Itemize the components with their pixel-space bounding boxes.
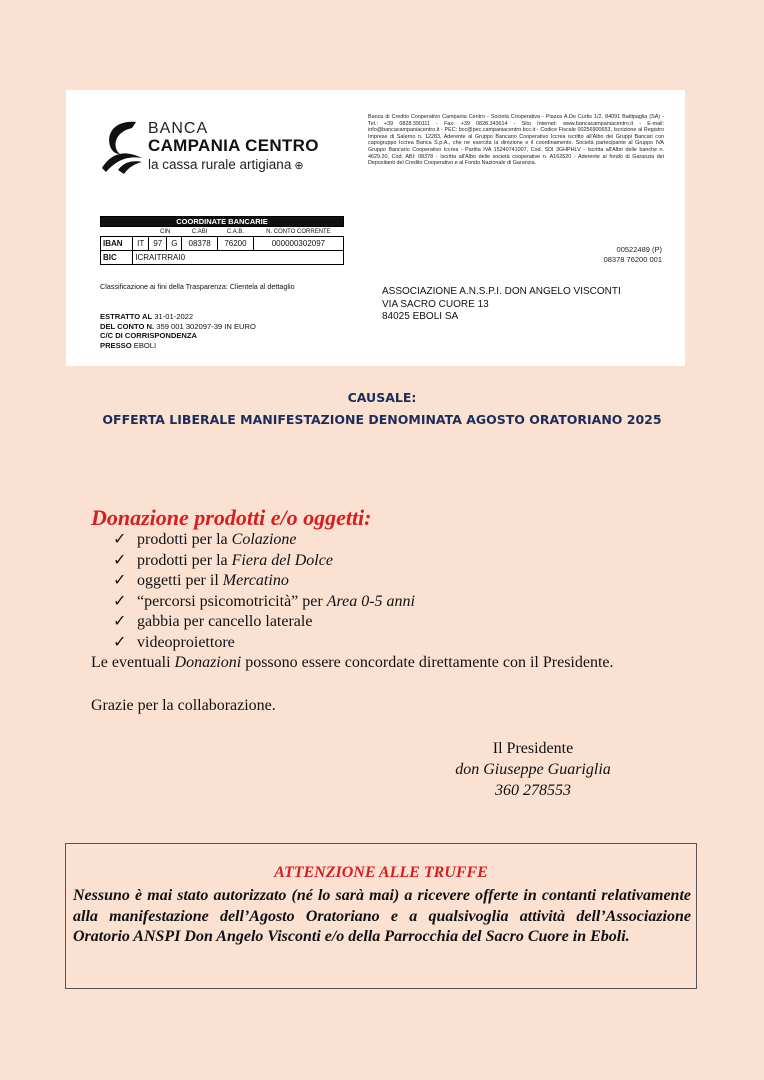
thanks-text: Grazie per la collaborazione. — [91, 697, 276, 714]
checkmark-icon: ✓ — [113, 531, 127, 548]
checkmark-icon: ✓ — [113, 613, 127, 630]
iban-abi: 08378 — [182, 237, 218, 251]
bank-logo — [100, 116, 360, 178]
col-header-abi: C.ABI — [191, 228, 208, 235]
list-item: ✓ “percorsi psicomotricità” per Area 0-5 anni — [113, 592, 415, 613]
causale-text: OFFERTA LIBERALE MANIFESTAZIONE DENOMINATA AGOSTO ORATORIANO 2025 — [102, 412, 662, 427]
recipient-line: ASSOCIAZIONE A.N.S.P.I. DON ANGELO VISCONTI — [382, 286, 621, 297]
signature-role: Il Presidente — [492, 740, 574, 757]
warning-text: Nessuno è mai stato autorizzato (né lo sarà mai) a ricevere offerte in contanti relativamente alla manifestazione dell’Agosto Oratoriano e a qualsivoglia attività dell’Associazione Oratorio ANSPI Don Angelo Visconti e/o della Parrocchia del Sacro Cuore in Eboli. — [73, 887, 691, 945]
bank-legal-info: Banca di Credito Cooperativo Campania Centro - Società Cooperativa - Piazza A.De Curtis 1/2, 84091 Battipaglia (SA) - Tel.: +39 0828.390111 - Fax: +39 0828.343614 - Sito Internet: www.bancacampaniacentro.it - E-mail: info@bancacampaniacentro.it - PEC: bcc@pec.campaniacentro.bcc.it - Codice Fiscale 00256900653, Iscrizione al Registro Imprese di Salerno n. 12283, Aderente al Gruppo Bancario Cooperativo Iccrea iscritto all'Albo dei Gruppi Bancari con capogruppo Iccrea Banca S.p.A., che ne esercita la direzione e il coordinamento. Società partecipante al Gruppo IVA Gruppo Bancario Cooperativo Iccrea - Partita IVA 15240741007, Cod. SDI 3GHPHLV - Iscritta all'Albo delle banche n. 4629.20, Cod. ABI: 08378 - Iscritta all'Albo delle società cooperative n. A162620 - Aderente al fondo di Garanzia dei Depositanti del Credito Cooperativo e al Fondo Nazionale di Garanzia. — [368, 114, 664, 167]
donation-list — [113, 530, 415, 653]
warning-title: ATTENZIONE ALLE TRUFFE — [274, 864, 488, 881]
recipient-line: VIA SACRO CUORE 13 — [382, 298, 489, 310]
account-codes — [566, 245, 662, 265]
statement-details: ESTRATTO AL 31-01-2022 DEL CONTO N. 359 001 302097-39 IN EURO C/C DI CORRISPONDENZA PRESSO EBOLI — [100, 312, 256, 350]
logo-cross-icon: ⊕ — [294, 160, 304, 172]
signature-phone: 360 278553 — [495, 782, 571, 799]
list-item: ✓ gabbia per cancello laterale — [113, 612, 415, 633]
recipient-address — [382, 286, 621, 324]
list-item: ✓ videoproiettore — [113, 633, 415, 654]
iban-row — [101, 237, 344, 251]
list-item: ✓ oggetti per il Mercatino — [113, 571, 415, 592]
account-code-line: 00522489 (P) — [616, 245, 662, 254]
signature-name: don Giuseppe Guariglia — [455, 761, 611, 778]
iban-cab: 76200 — [218, 237, 254, 251]
coordinates-title: COORDINATE BANCARIE — [101, 217, 344, 227]
iban-label: IBAN — [101, 237, 133, 251]
checkmark-icon: ✓ — [113, 633, 127, 651]
col-header-conto: N. CONTO CORRENTE — [266, 228, 331, 235]
bank-coordinates-table — [100, 216, 344, 265]
checkmark-icon: ✓ — [113, 551, 127, 569]
logo-text-banca: BANCA — [148, 120, 209, 137]
bank-statement-header — [66, 90, 685, 366]
transparency-classification: Classificazione ai fini della Trasparenza: Clientela al dettaglio — [100, 282, 295, 291]
checkmark-icon: ✓ — [113, 592, 127, 610]
list-item: ✓ prodotti per la Colazione — [113, 530, 415, 551]
iban-cin: G — [167, 237, 182, 251]
scam-warning-box — [65, 843, 697, 989]
logo-text-campania-centro: CAMPANIA CENTRO — [148, 136, 319, 155]
col-header-cin: CIN — [160, 228, 171, 235]
iban-account: 000000302097 — [253, 237, 343, 251]
bank-logo-mark-icon — [100, 118, 146, 174]
bic-row — [101, 251, 344, 265]
col-header-cab: C.A.B. — [226, 228, 245, 235]
checkmark-icon: ✓ — [113, 572, 127, 589]
iban-check: 97 — [149, 237, 167, 251]
causale-label: CAUSALE: — [347, 390, 417, 405]
donation-title: Donazione prodotti e/o oggetti: — [91, 505, 372, 530]
recipient-line: 84025 EBOLI SA — [382, 311, 459, 322]
logo-tagline: la cassa rurale artigiana ⊕ — [148, 157, 304, 172]
bic-value: ICRAITRRAI0 — [133, 251, 344, 265]
signature-block — [408, 738, 658, 801]
list-item: ✓ prodotti per la Fiera del Dolce — [113, 551, 415, 572]
iban-country: IT — [133, 237, 149, 251]
account-code-line: 08378 76200 001 — [603, 255, 662, 264]
bic-label: BIC — [101, 251, 133, 265]
donation-note: Le eventuali Donazioni possono essere concordate direttamente con il Presidente. — [91, 654, 614, 671]
